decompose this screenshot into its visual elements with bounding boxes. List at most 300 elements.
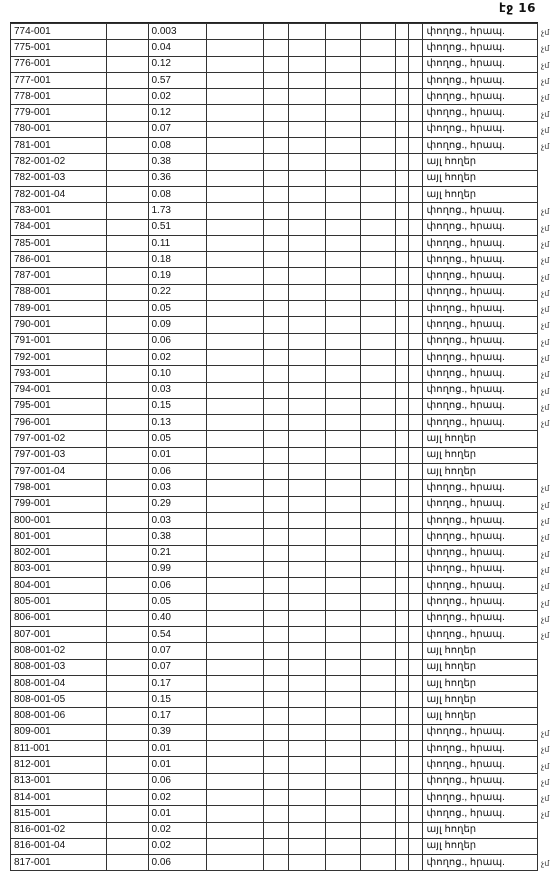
table-row (11, 480, 538, 496)
empty-cell (263, 496, 288, 512)
table-row (11, 789, 538, 805)
empty-cell (396, 333, 409, 349)
empty-cell (361, 626, 396, 642)
empty-cell (326, 349, 361, 365)
empty-cell (263, 659, 288, 675)
area-cell: 0.21 (148, 545, 206, 561)
empty-cell (206, 170, 263, 186)
parcel-code-cell: 794-001 (11, 382, 107, 398)
empty-cell (326, 154, 361, 170)
table-row (11, 464, 538, 480)
empty-cell (326, 72, 361, 88)
empty-cell (289, 154, 326, 170)
parcel-code-cell: 800-001 (11, 512, 107, 528)
table-row (11, 203, 538, 219)
empty-cell (361, 186, 396, 202)
area-cell: 0.06 (148, 333, 206, 349)
empty-cell (289, 512, 326, 528)
land-type-cell: փողոց., հրապ. (422, 252, 538, 268)
area-cell: 0.15 (148, 398, 206, 414)
empty-cell (396, 203, 409, 219)
empty-cell (361, 89, 396, 105)
margin-mark: չմ (541, 272, 550, 282)
empty-cell (396, 415, 409, 431)
empty-cell (409, 757, 422, 773)
empty-cell (326, 186, 361, 202)
empty-cell (107, 317, 148, 333)
parcel-code-cell: 807-001 (11, 626, 107, 642)
empty-cell (409, 708, 422, 724)
empty-cell (409, 317, 422, 333)
land-type-cell: փողոց., հրապ. (422, 773, 538, 789)
empty-cell (289, 317, 326, 333)
area-cell: 0.36 (148, 170, 206, 186)
empty-cell (206, 789, 263, 805)
empty-cell (396, 284, 409, 300)
table-row (11, 529, 538, 545)
parcel-code-cell: 791-001 (11, 333, 107, 349)
land-type-cell: փողոց., հրապ. (422, 741, 538, 757)
land-type-cell: այլ հողեր (422, 447, 538, 463)
empty-cell (409, 855, 422, 871)
empty-cell (206, 838, 263, 854)
empty-cell (396, 757, 409, 773)
parcel-code-cell: 793-001 (11, 366, 107, 382)
land-type-cell: փողոց., հրապ. (422, 317, 538, 333)
empty-cell (409, 138, 422, 154)
parcel-code-cell: 816-001-02 (11, 822, 107, 838)
area-cell: 0.08 (148, 186, 206, 202)
area-cell: 0.03 (148, 480, 206, 496)
empty-cell (263, 529, 288, 545)
empty-cell (396, 561, 409, 577)
parcel-code-cell: 815-001 (11, 806, 107, 822)
empty-cell (206, 594, 263, 610)
empty-cell (206, 349, 263, 365)
parcel-code-cell: 782-001-02 (11, 154, 107, 170)
empty-cell (107, 724, 148, 740)
empty-cell (263, 186, 288, 202)
margin-mark: չմ (541, 142, 550, 152)
empty-cell (263, 822, 288, 838)
area-cell: 0.22 (148, 284, 206, 300)
parcel-code-cell: 808-001-02 (11, 643, 107, 659)
empty-cell (107, 24, 148, 40)
empty-cell (206, 105, 263, 121)
area-cell: 0.03 (148, 382, 206, 398)
area-cell: 0.01 (148, 741, 206, 757)
parcel-code-cell: 809-001 (11, 724, 107, 740)
empty-cell (206, 252, 263, 268)
margin-mark: չմ (541, 517, 550, 526)
empty-cell (263, 447, 288, 463)
land-type-cell: փողոց., հրապ. (422, 806, 538, 822)
margin-mark: չմ (541, 386, 550, 396)
empty-cell (409, 252, 422, 268)
parcel-code-cell: 785-001 (11, 235, 107, 251)
empty-cell (206, 480, 263, 496)
area-cell: 0.07 (148, 643, 206, 659)
empty-cell (289, 415, 326, 431)
empty-cell (361, 154, 396, 170)
empty-cell (263, 626, 288, 642)
empty-cell (289, 545, 326, 561)
empty-cell (396, 72, 409, 88)
empty-cell (289, 105, 326, 121)
margin-mark: չմ (541, 125, 550, 135)
empty-cell (361, 301, 396, 317)
parcel-code-cell: 796-001 (11, 415, 107, 431)
empty-cell (326, 838, 361, 854)
area-cell: 0.02 (148, 789, 206, 805)
empty-cell (326, 789, 361, 805)
table-row (11, 138, 538, 154)
parcel-code-cell: 804-001 (11, 578, 107, 594)
margin-mark: չմ (541, 810, 550, 820)
area-cell: 0.09 (148, 317, 206, 333)
empty-cell (326, 170, 361, 186)
empty-cell (107, 610, 148, 626)
empty-cell (263, 366, 288, 382)
margin-mark: չմ (541, 777, 550, 787)
empty-cell (326, 529, 361, 545)
area-cell: 0.01 (148, 757, 206, 773)
empty-cell (107, 56, 148, 72)
empty-cell (289, 203, 326, 219)
parcel-code-cell: 806-001 (11, 610, 107, 626)
empty-cell (206, 464, 263, 480)
land-type-cell: փողոց., հրապ. (422, 366, 538, 382)
land-type-cell: այլ հողեր (422, 659, 538, 675)
empty-cell (361, 24, 396, 40)
empty-cell (396, 789, 409, 805)
area-cell: 0.05 (148, 431, 206, 447)
empty-cell (361, 349, 396, 365)
empty-cell (289, 855, 326, 871)
area-cell: 0.17 (148, 708, 206, 724)
empty-cell (409, 366, 422, 382)
empty-cell (396, 431, 409, 447)
empty-cell (361, 382, 396, 398)
land-type-cell: այլ հողեր (422, 186, 538, 202)
parcel-code-cell: 779-001 (11, 105, 107, 121)
empty-cell (409, 741, 422, 757)
empty-cell (206, 415, 263, 431)
empty-cell (206, 822, 263, 838)
empty-cell (409, 838, 422, 854)
empty-cell (107, 301, 148, 317)
empty-cell (263, 154, 288, 170)
area-cell: 0.40 (148, 610, 206, 626)
empty-cell (107, 154, 148, 170)
area-cell: 0.06 (148, 578, 206, 594)
empty-cell (409, 382, 422, 398)
area-cell: 1.73 (148, 203, 206, 219)
empty-cell (396, 724, 409, 740)
empty-cell (263, 317, 288, 333)
empty-cell (263, 431, 288, 447)
empty-cell (206, 138, 263, 154)
empty-cell (409, 447, 422, 463)
table-row (11, 692, 538, 708)
area-cell: 0.05 (148, 594, 206, 610)
table-row (11, 838, 538, 854)
table-row (11, 741, 538, 757)
area-cell: 0.02 (148, 89, 206, 105)
empty-cell (326, 284, 361, 300)
area-cell: 0.07 (148, 659, 206, 675)
land-type-cell: փողոց., հրապ. (422, 349, 538, 365)
table-body (11, 24, 538, 871)
empty-cell (107, 121, 148, 137)
empty-cell (326, 464, 361, 480)
empty-cell (206, 203, 263, 219)
margin-mark: չմ (541, 631, 550, 641)
parcel-code-cell: 814-001 (11, 789, 107, 805)
parcel-code-cell: 782-001-04 (11, 186, 107, 202)
land-type-cell: փողոց., հրապ. (422, 610, 538, 626)
empty-cell (326, 594, 361, 610)
empty-cell (289, 578, 326, 594)
empty-cell (263, 105, 288, 121)
empty-cell (289, 806, 326, 822)
area-cell: 0.51 (148, 219, 206, 235)
empty-cell (326, 626, 361, 642)
empty-cell (206, 56, 263, 72)
empty-cell (263, 464, 288, 480)
empty-cell (396, 594, 409, 610)
empty-cell (289, 252, 326, 268)
empty-cell (107, 89, 148, 105)
margin-mark: չմ (541, 582, 550, 592)
empty-cell (263, 333, 288, 349)
empty-cell (396, 154, 409, 170)
empty-cell (409, 415, 422, 431)
table-row (11, 154, 538, 170)
empty-cell (409, 610, 422, 626)
table-row (11, 24, 538, 40)
empty-cell (263, 121, 288, 137)
land-type-cell: փողոց., հրապ. (422, 545, 538, 561)
empty-cell (326, 431, 361, 447)
empty-cell (396, 219, 409, 235)
empty-cell (263, 545, 288, 561)
empty-cell (361, 545, 396, 561)
empty-cell (409, 301, 422, 317)
margin-mark: չմ (541, 28, 550, 37)
empty-cell (289, 56, 326, 72)
empty-cell (263, 24, 288, 40)
table-row (11, 366, 538, 382)
parcel-code-cell: 808-001-03 (11, 659, 107, 675)
empty-cell (206, 855, 263, 871)
parcel-code-cell: 782-001-03 (11, 170, 107, 186)
empty-cell (289, 40, 326, 56)
empty-cell (107, 203, 148, 219)
margin-mark: չմ (541, 533, 550, 543)
table-row (11, 301, 538, 317)
empty-cell (107, 284, 148, 300)
empty-cell (289, 610, 326, 626)
empty-cell (396, 773, 409, 789)
parcel-code-cell: 811-001 (11, 741, 107, 757)
area-cell: 0.10 (148, 366, 206, 382)
empty-cell (289, 724, 326, 740)
parcel-code-cell: 808-001-06 (11, 708, 107, 724)
empty-cell (107, 170, 148, 186)
empty-cell (107, 268, 148, 284)
parcel-code-cell: 787-001 (11, 268, 107, 284)
parcel-code-cell: 783-001 (11, 203, 107, 219)
margin-mark: չմ (541, 44, 550, 54)
empty-cell (289, 219, 326, 235)
empty-cell (409, 806, 422, 822)
empty-cell (263, 252, 288, 268)
empty-cell (107, 186, 148, 202)
empty-cell (326, 40, 361, 56)
area-cell: 0.18 (148, 252, 206, 268)
area-cell: 0.08 (148, 138, 206, 154)
table-row (11, 708, 538, 724)
table-row (11, 643, 538, 659)
margin-mark: չմ (541, 565, 550, 575)
empty-cell (289, 138, 326, 154)
empty-cell (263, 692, 288, 708)
empty-cell (361, 464, 396, 480)
empty-cell (396, 545, 409, 561)
empty-cell (289, 675, 326, 691)
empty-cell (409, 89, 422, 105)
land-type-cell: այլ հողեր (422, 464, 538, 480)
empty-cell (396, 170, 409, 186)
table-row (11, 333, 538, 349)
empty-cell (396, 578, 409, 594)
empty-cell (396, 89, 409, 105)
empty-cell (396, 56, 409, 72)
land-type-cell: փողոց., հրապ. (422, 56, 538, 72)
margin-mark: չմ (541, 549, 550, 559)
empty-cell (263, 138, 288, 154)
table-row (11, 724, 538, 740)
table-row (11, 317, 538, 333)
empty-cell (361, 480, 396, 496)
empty-cell (289, 594, 326, 610)
land-type-cell: փողոց., հրապ. (422, 138, 538, 154)
table-row (11, 855, 538, 871)
land-register-table (10, 22, 538, 871)
margin-mark: չմ (541, 109, 550, 119)
empty-cell (289, 24, 326, 40)
land-type-cell: այլ հողեր (422, 822, 538, 838)
land-type-cell: փողոց., հրապ. (422, 235, 538, 251)
empty-cell (326, 480, 361, 496)
empty-cell (409, 333, 422, 349)
empty-cell (326, 512, 361, 528)
empty-cell (409, 349, 422, 365)
empty-cell (107, 252, 148, 268)
empty-cell (326, 89, 361, 105)
table-row (11, 349, 538, 365)
empty-cell (396, 252, 409, 268)
empty-cell (396, 855, 409, 871)
empty-cell (289, 692, 326, 708)
parcel-code-cell: 797-001-03 (11, 447, 107, 463)
empty-cell (409, 431, 422, 447)
table-row (11, 626, 538, 642)
empty-cell (107, 398, 148, 414)
empty-cell (206, 496, 263, 512)
empty-cell (263, 643, 288, 659)
empty-cell (206, 317, 263, 333)
table-row (11, 773, 538, 789)
parcel-code-cell: 803-001 (11, 561, 107, 577)
empty-cell (361, 757, 396, 773)
table-row (11, 545, 538, 561)
table-row (11, 806, 538, 822)
margin-mark: չմ (541, 223, 550, 233)
empty-cell (206, 806, 263, 822)
land-type-cell: փողոց., հրապ. (422, 480, 538, 496)
empty-cell (409, 692, 422, 708)
land-type-cell: փողոց., հրապ. (422, 626, 538, 642)
margin-mark: չմ (541, 354, 550, 363)
empty-cell (107, 333, 148, 349)
area-cell: 0.57 (148, 72, 206, 88)
empty-cell (206, 186, 263, 202)
empty-cell (206, 659, 263, 675)
area-cell: 0.02 (148, 838, 206, 854)
empty-cell (326, 757, 361, 773)
empty-cell (409, 496, 422, 512)
table-row (11, 578, 538, 594)
empty-cell (409, 284, 422, 300)
land-type-cell: այլ հողեր (422, 431, 538, 447)
empty-cell (263, 789, 288, 805)
empty-cell (263, 349, 288, 365)
empty-cell (396, 349, 409, 365)
area-cell: 0.38 (148, 529, 206, 545)
parcel-code-cell: 776-001 (11, 56, 107, 72)
table-row (11, 659, 538, 675)
empty-cell (409, 121, 422, 137)
empty-cell (107, 594, 148, 610)
empty-cell (326, 56, 361, 72)
empty-cell (396, 382, 409, 398)
empty-cell (263, 89, 288, 105)
empty-cell (206, 724, 263, 740)
empty-cell (409, 529, 422, 545)
land-type-cell: այլ հողեր (422, 838, 538, 854)
empty-cell (396, 235, 409, 251)
table-row (11, 561, 538, 577)
area-cell: 0.29 (148, 496, 206, 512)
empty-cell (361, 594, 396, 610)
empty-cell (361, 708, 396, 724)
empty-cell (206, 643, 263, 659)
empty-cell (107, 789, 148, 805)
empty-cell (206, 72, 263, 88)
empty-cell (107, 692, 148, 708)
empty-cell (289, 659, 326, 675)
margin-mark: չմ (541, 321, 550, 331)
empty-cell (107, 822, 148, 838)
empty-cell (361, 855, 396, 871)
margin-mark: չմ (541, 745, 550, 755)
empty-cell (263, 268, 288, 284)
parcel-code-cell: 802-001 (11, 545, 107, 561)
area-cell: 0.01 (148, 806, 206, 822)
empty-cell (206, 757, 263, 773)
